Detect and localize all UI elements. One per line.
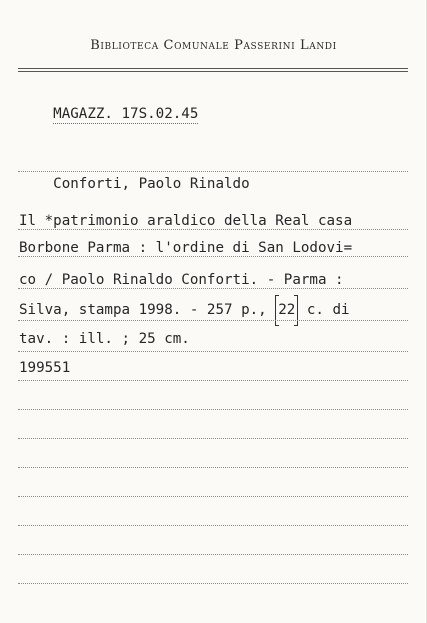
plates-suffix: c. di	[298, 302, 350, 318]
author-dotted-line	[18, 171, 408, 172]
dotted-line	[18, 525, 408, 526]
description-line-3: co / Paolo Rinaldo Conforti. - Parma :	[19, 272, 344, 288]
description-line-2: Borbone Parma : l'ordine di San Lodovi=	[19, 240, 353, 256]
dotted-line	[18, 496, 408, 497]
library-header: Biblioteca Comunale Passerini Landi	[90, 38, 337, 53]
dotted-line	[18, 467, 408, 468]
dotted-line	[18, 438, 408, 439]
description-line-4-text: Silva, stampa 1998. - 257 p.,	[19, 302, 276, 318]
inventory-number: 199551	[19, 360, 71, 376]
description-line-5: tav. : ill. ; 25 cm.	[19, 331, 190, 347]
dotted-line	[18, 288, 408, 289]
header-rule-bottom	[18, 71, 408, 72]
description-line-1: Il *patrimonio araldico della Real casa	[19, 213, 353, 229]
dotted-line	[18, 351, 408, 352]
plates-count: 22	[275, 300, 298, 320]
dotted-line	[18, 320, 408, 321]
dotted-line	[18, 229, 408, 230]
dotted-line	[18, 554, 408, 555]
dotted-line	[18, 256, 408, 257]
dotted-line	[18, 409, 408, 410]
header-rule-top	[18, 68, 408, 69]
dotted-line	[18, 380, 408, 381]
dotted-line	[18, 583, 408, 584]
shelfmark-text: MAGAZZ. 17S.02.45	[53, 106, 199, 122]
shelfmark	[19, 84, 198, 144]
description-line-4	[19, 300, 350, 320]
author-heading-text: Conforti, Paolo Rinaldo	[53, 176, 250, 192]
author-heading	[19, 154, 250, 214]
